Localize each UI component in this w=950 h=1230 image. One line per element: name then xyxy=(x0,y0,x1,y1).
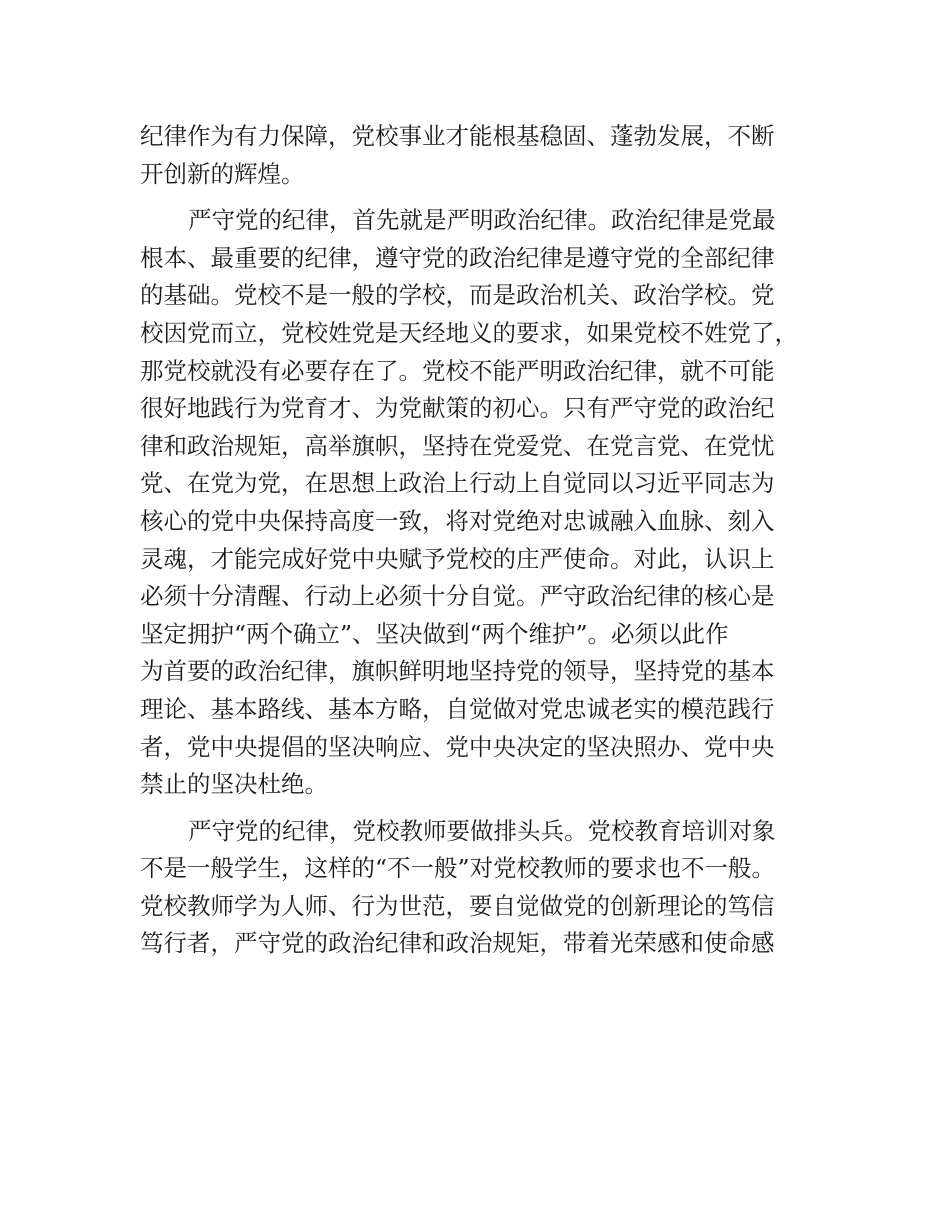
paragraph-2 xyxy=(140,202,820,804)
paragraph-line: 不是一般学生，这样的“不一般”对党校教师的要求也不一般。 xyxy=(140,854,776,883)
paragraph-line: 笃行者，严守党的政治纪律和政治规矩，带着光荣感和使命感 xyxy=(140,929,775,958)
paragraph-line: 校因党而立，党校姓党是天经地义的要求，如果党校不姓党了， xyxy=(140,318,798,347)
paragraph-line: 那党校就没有必要存在了。党校不能严明政治纪律，就不可能 xyxy=(140,356,775,385)
paragraph-line: 坚定拥护“两个确立”、坚决做到“两个维护”。必须以此作 xyxy=(140,619,729,648)
paragraph-line: 严守党的纪律，党校教师要做排头兵。党校教育培训对象 xyxy=(188,816,776,845)
paragraph-line: 灵魂，才能完成好党中央赋予党校的庄严使命。对此，认识上 xyxy=(140,544,775,573)
paragraph-line: 党、在党为党，在思想上政治上行动上自觉同以习近平同志为 xyxy=(140,469,775,498)
body-text xyxy=(140,118,820,963)
paragraph-gap xyxy=(140,804,820,813)
paragraph-gap xyxy=(140,193,820,202)
paragraph-line: 理论、基本路线、基本方略，自觉做对党忠诚老实的模范践行 xyxy=(140,694,775,723)
paragraph-line: 律和政治规矩，高举旗帜，坚持在党爱党、在党言党、在党忧 xyxy=(140,431,775,460)
paragraph-line: 必须十分清醒、行动上必须十分自觉。严守政治纪律的核心是 xyxy=(140,582,775,611)
paragraph-line: 党校教师学为人师、行为世范，要自觉做党的创新理论的笃信 xyxy=(140,891,775,920)
paragraph-line: 者，党中央提倡的坚决响应、党中央决定的坚决照办、党中央 xyxy=(140,732,775,761)
paragraph-line: 纪律作为有力保障，党校事业才能根基稳固、蓬勃发展，不断 xyxy=(140,122,775,150)
paragraph-line: 禁止的坚决杜绝。 xyxy=(140,770,328,799)
paragraph-line: 核心的党中央保持高度一致，将对党绝对忠诚融入血脉、刻入 xyxy=(140,506,775,535)
paragraph-1 xyxy=(140,118,820,193)
paragraph-3 xyxy=(140,813,820,963)
paragraph-line: 严守党的纪律，首先就是严明政治纪律。政治纪律是党最 xyxy=(188,206,776,235)
paragraph-line: 根本、最重要的纪律，遵守党的政治纪律是遵守党的全部纪律 xyxy=(140,243,775,272)
paragraph-line: 为首要的政治纪律，旗帜鲜明地坚持党的领导，坚持党的基本 xyxy=(140,657,775,686)
paragraph-line: 的基础。党校不是一般的学校，而是政治机关、政治学校。党 xyxy=(140,281,775,310)
paragraph-line: 很好地践行为党育才、为党献策的初心。只有严守党的政治纪 xyxy=(140,394,775,423)
paragraph-line: 开创新的辉煌。 xyxy=(140,159,305,188)
